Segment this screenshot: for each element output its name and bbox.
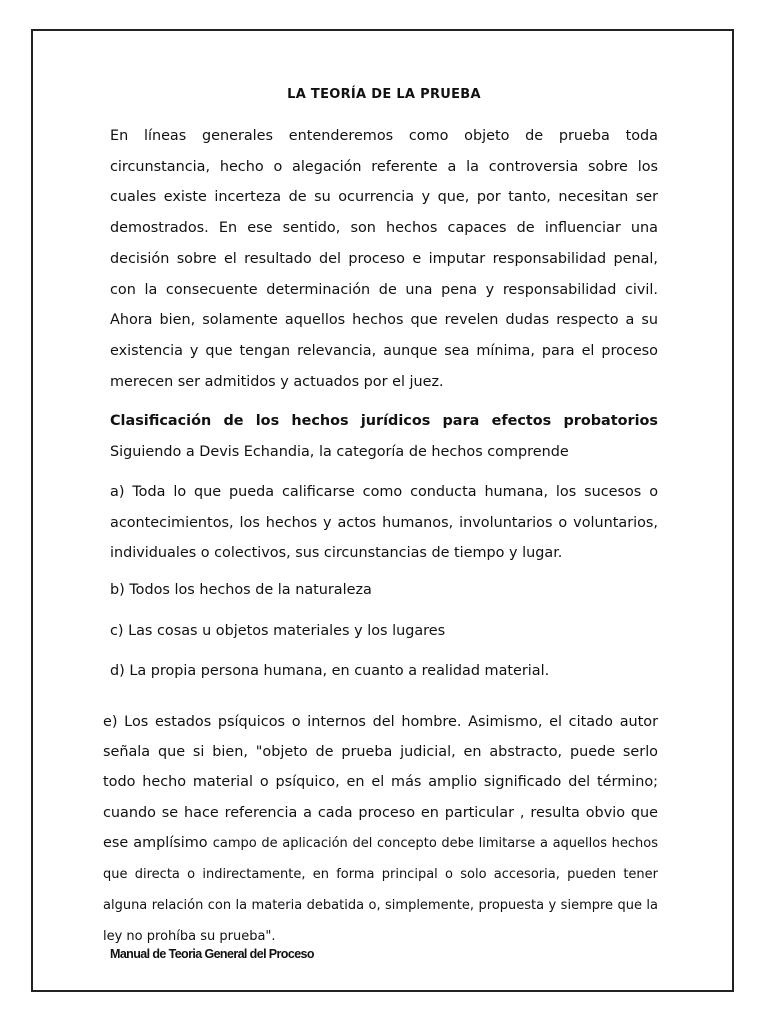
list-item-c: c) Las cosas u objetos materiales y los lugares (110, 623, 446, 639)
list-item-e-quote: campo de aplicación del concepto debe limitarse a aquellos hechos que directa o indirectamente, en forma principal o solo accesoria, pueden tener alguna relación con la materia debatida o, simplemente, propuesta y siempre que la ley no prohíba su prueba". (103, 835, 658, 945)
intro-paragraph: En líneas generales entenderemos como objeto de prueba toda circunstancia, hecho o alegación referente a la controversia sobre los cuales existe incerteza de su ocurrencia y que, por tanto, necesitan ser demostrados. En ese sentido, son hechos capaces de influenciar una decisión sobre el resultado del proceso e imputar responsabilidad penal, con la consecuente determinación de una pena y responsabilidad civil. Ahora bien, solamente aquellos hechos que revelen dudas respecto a su existencia y que tengan relevancia, aunque sea mínima, para el proceso merecen ser admitidos y actuados por el juez. (110, 128, 658, 390)
classification-paragraph (110, 406, 658, 467)
document-footer: Manual de Teoria General del Proceso (110, 947, 314, 961)
list-item-d: d) La propia persona humana, en cuanto a realidad material. (110, 663, 550, 679)
list-item-b: b) Todos los hechos de la naturaleza (110, 582, 372, 598)
classification-heading: Clasificación de los hechos jurídicos para efectos probatorios (110, 413, 658, 429)
classification-text: Siguiendo a Devis Echandia, la categoría de hechos comprende (110, 443, 569, 460)
list-item-e (103, 707, 658, 953)
list-item-a: a) Toda lo que pueda calificarse como conducta humana, los sucesos o acontecimientos, los hechos y actos humanos, involuntarios o voluntarios, individuales o colectivos, sus circunstancias de tiempo y lugar. (110, 484, 658, 562)
document-title: LA TEORÍA DE LA PRUEBA (287, 87, 481, 102)
list-item-e-text: e) Los estados psíquicos o internos del hombre. Asimismo, el citado autor señala que si bien, "objeto de prueba judicial, en abstracto, puede serlo todo hecho material o psíquico, en el más amplio significado del término; cuando se hace referencia a cada proceso en particular , resulta obvio que ese amplísimo (103, 714, 658, 851)
